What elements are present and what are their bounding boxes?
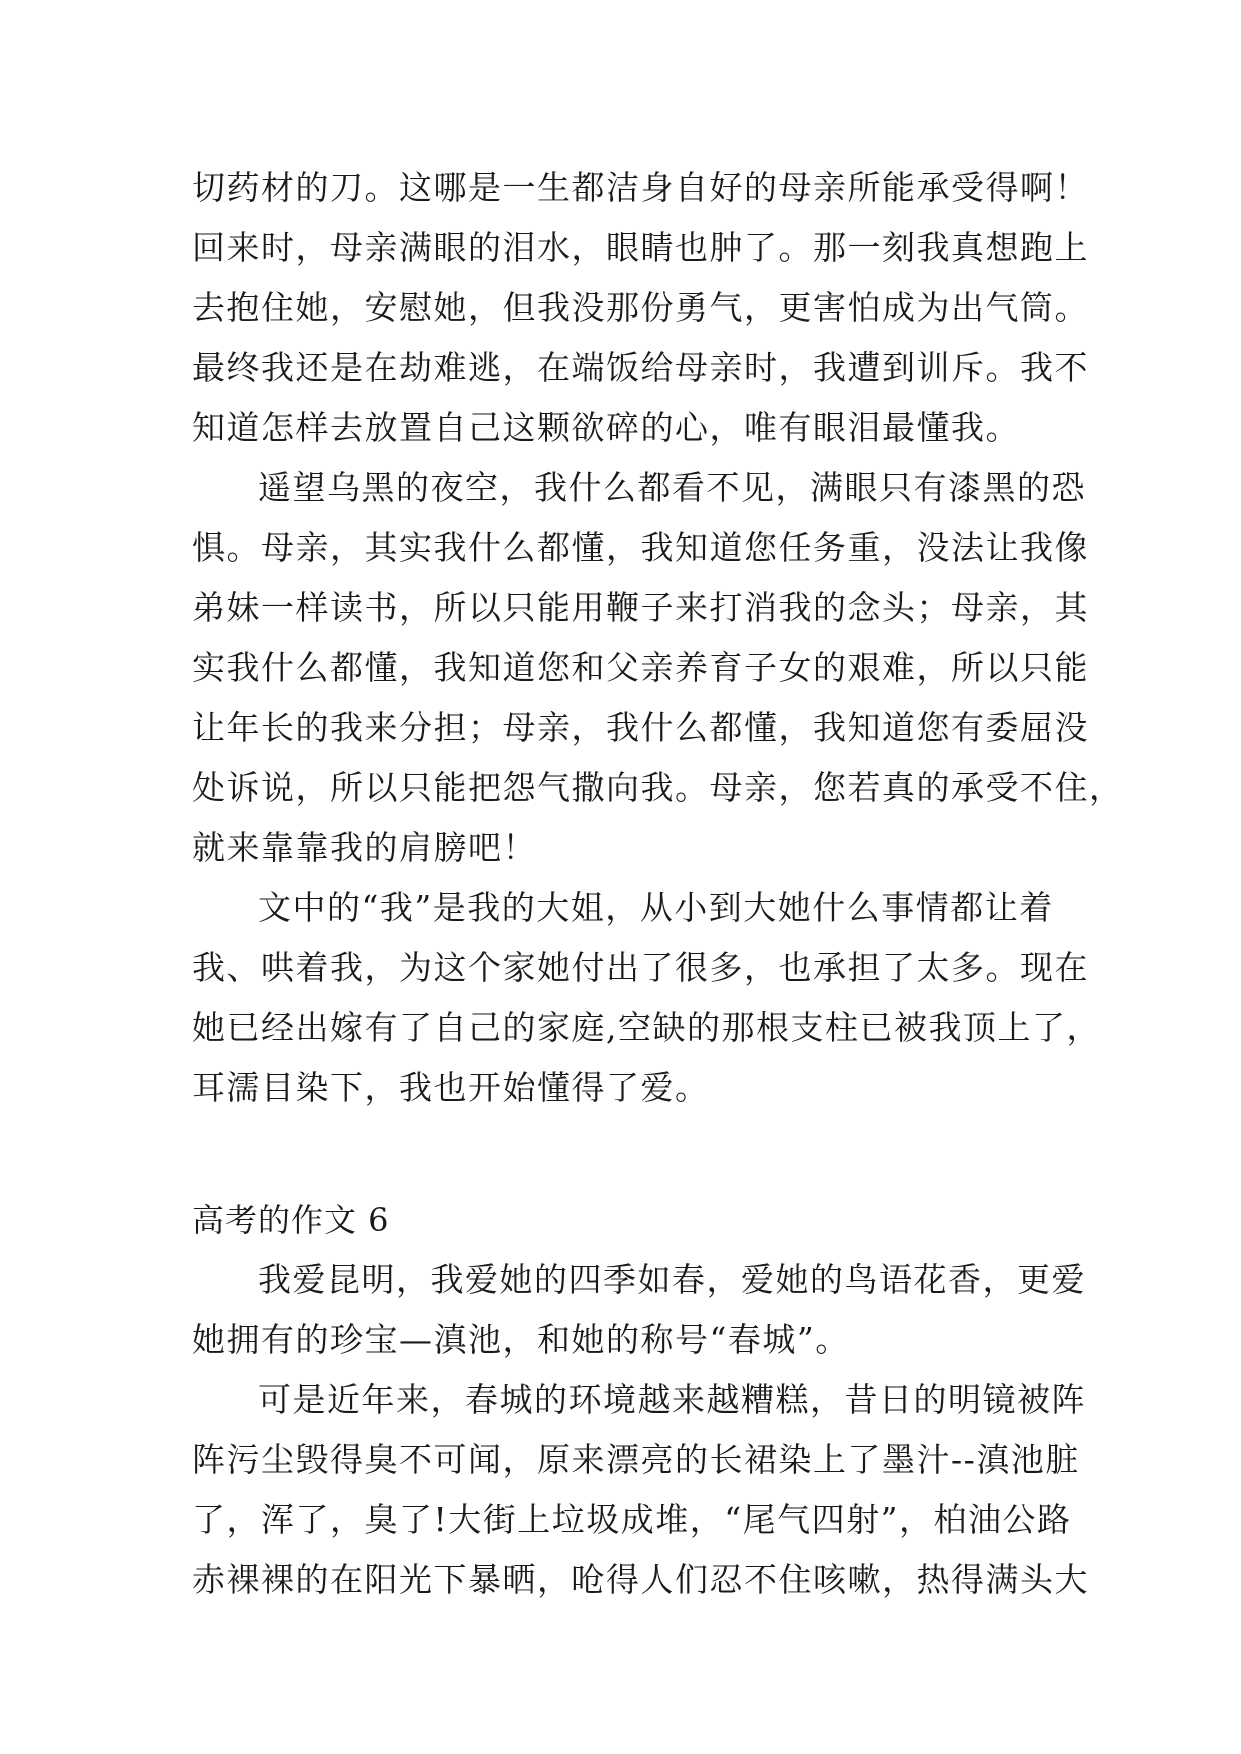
text-line: 阵污尘毁得臭不可闻，原来漂亮的长裙染上了墨汁--滇池脏 xyxy=(192,1440,1080,1479)
text-line: 弟妹一样读书，所以只能用鞭子来打消我的念头；母亲，其 xyxy=(192,588,1089,627)
text-line: 文中的“我”是我的大姐，从小到大她什么事情都让着 xyxy=(258,888,1054,927)
text-line: 处诉说，所以只能把怨气撒向我。母亲，您若真的承受不住， xyxy=(192,768,1124,807)
text-line: 回来时，母亲满眼的泪水，眼睛也肿了。那一刻我真想跑上 xyxy=(192,228,1089,267)
text-line: 让年长的我来分担；母亲，我什么都懂，我知道您有委屈没 xyxy=(192,708,1089,747)
text-line: 我、哄着我，为这个家她付出了很多，也承担了太多。现在 xyxy=(192,948,1089,987)
paragraph xyxy=(192,878,1101,1118)
text-line: 可是近年来，春城的环境越来越糟糕，昔日的明镜被阵 xyxy=(258,1380,1086,1419)
paragraph xyxy=(192,458,1124,878)
text-line: 就来靠靠我的肩膀吧！ xyxy=(192,828,537,867)
paragraph xyxy=(192,1370,1089,1610)
text-line: 最终我还是在劫难逃，在端饭给母亲时，我遭到训斥。我不 xyxy=(192,348,1089,387)
text-line: 实我什么都懂，我知道您和父亲养育子女的艰难，所以只能 xyxy=(192,648,1089,687)
text-line: 了，浑了，臭了!大街上垃圾成堆，“尾气四射”，柏油公路 xyxy=(192,1500,1072,1539)
text-line: 切药材的刀。这哪是一生都洁身自好的母亲所能承受得啊！ xyxy=(192,168,1089,207)
paragraph xyxy=(192,158,1089,458)
text-line: 遥望乌黑的夜空，我什么都看不见，满眼只有漆黑的恐 xyxy=(258,468,1086,507)
text-line: 她已经出嫁有了自己的家庭,空缺的那根支柱已被我顶上了， xyxy=(192,1008,1101,1047)
text-line: 我爱昆明，我爱她的四季如春，爱她的鸟语花香，更爱 xyxy=(258,1260,1086,1299)
text-line: 她拥有的珍宝—滇池，和她的称号“春城”。 xyxy=(192,1320,850,1359)
text-line: 知道怎样去放置自己这颗欲碎的心，唯有眼泪最懂我。 xyxy=(192,408,1020,447)
section-heading: 高考的作文 6 xyxy=(192,1201,390,1239)
text-line: 赤裸裸的在阳光下暴晒，呛得人们忍不住咳嗽，热得满头大 xyxy=(192,1560,1089,1599)
paragraph xyxy=(192,1250,1086,1370)
document-page xyxy=(192,158,1124,1610)
text-line: 耳濡目染下，我也开始懂得了爱。 xyxy=(192,1068,710,1107)
section-spacer xyxy=(192,1118,1082,1190)
text-line: 去抱住她，安慰她，但我没那份勇气，更害怕成为出气筒。 xyxy=(192,288,1089,327)
text-line: 惧。母亲，其实我什么都懂，我知道您任务重，没法让我像 xyxy=(192,528,1089,567)
